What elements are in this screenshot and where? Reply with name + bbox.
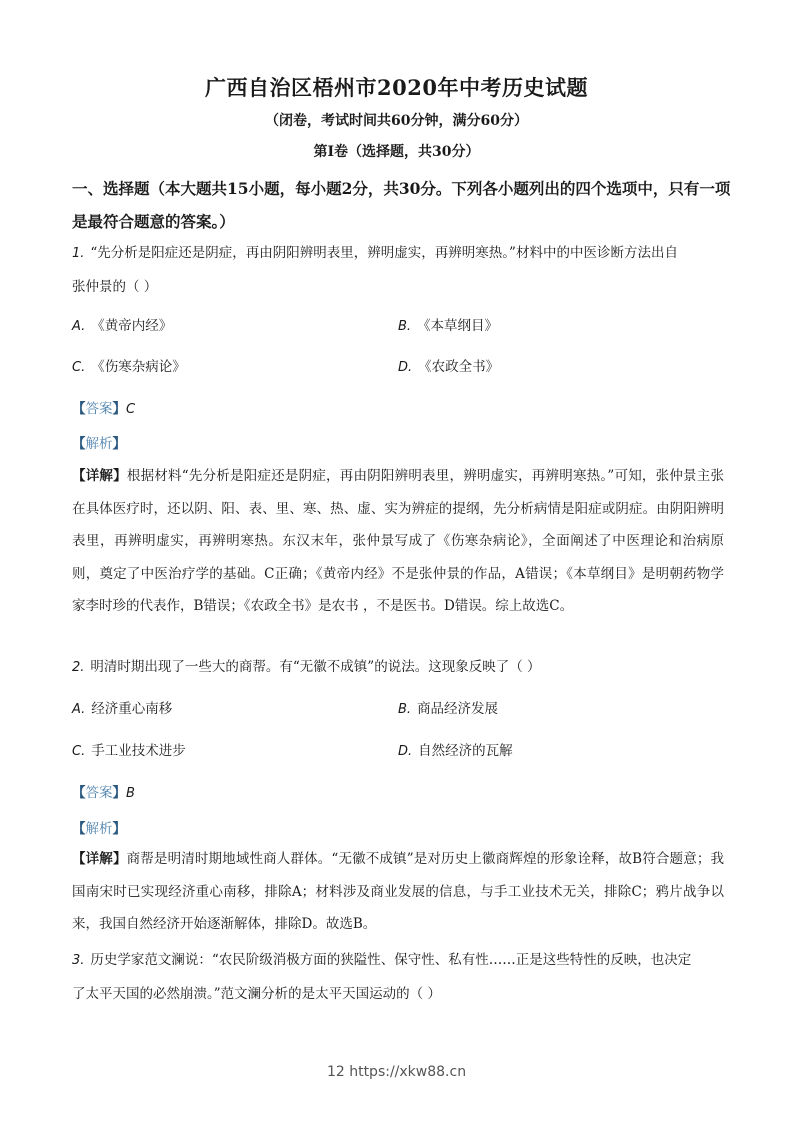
part-heading: 第Ⅰ卷（选择题，共30分） [313,144,480,160]
section-heading: 一、选择题（本大题共15小题，每小题2分，共30分。下列各小题列出的四个选项中，只有一项是最符合题意的答案。） [72,179,731,231]
option-text: 手工业技术进步 [91,743,186,759]
option-text: 经济重心南移 [91,701,173,717]
question-3-stem-cont: 了太平天国的必然崩溃。”范文澜分析的是太平天国运动的（ ） [72,986,441,1002]
question-1-answer: 【答案】C [72,401,136,417]
question-2-option-d [398,739,513,759]
question-2-option-b [398,697,498,717]
question-text: “先分析是阳症还是阴症，再由阴阳辨明表里，辨明虚实，再辨明寒热。”材料中的中医诊断方法出自 [90,245,678,261]
option-text: 《黄帝内经》 [91,318,173,334]
option-text: 《伤寒杂病论》 [91,359,186,375]
option-letter: B. [398,319,412,334]
question-1-option-a [72,314,172,334]
option-text: 《农政全书》 [418,359,500,375]
question-number: 1. [72,246,85,261]
option-text: 自然经济的瓦解 [418,743,513,759]
option-letter: C. [72,360,86,375]
answer-value: B [126,786,135,801]
question-2-detail: 【详解】商帮是明清时期地域性商人群体。“无徽不成镇”是对历史上徽商辉煌的形象诠释，故B符合题意；我国南宋时已实现经济重心南移，排除A；材料涉及商业发展的信息，与手工业技术无关，排除C；鸦片战争以来，我国自然经济开始逐渐解体，排除D。故选B。 [72,851,725,932]
option-text: 《本草纲目》 [417,318,499,334]
question-text: 明清时期出现了一些大的商帮。有“无徽不成镇”的说法。这现象反映了（ ） [90,659,541,675]
answer-value: C [126,402,136,417]
option-letter: D. [398,360,413,375]
analysis-label: 解析 [85,436,113,452]
answer-label: 答案 [85,785,113,801]
exam-info: （闭卷，考试时间共60分钟，满分60分） [265,113,528,129]
page-footer: 12 https://xkw88.cn [326,1064,467,1080]
detail-label: 详解 [85,468,114,484]
question-2-option-c [72,739,186,759]
question-1-option-b [398,314,498,334]
option-letter: A. [72,319,86,334]
option-letter: C. [72,744,86,759]
question-2-option-a [72,697,172,717]
question-2-analysis-label: 【解析】 [72,821,126,837]
answer-label: 答案 [85,401,113,417]
question-text: 历史学家范文澜说：“农民阶级消极方面的狭隘性、保守性、私有性……正是这些特性的反映，也决定 [90,952,692,968]
question-2-stem [72,655,541,675]
analysis-label: 解析 [85,821,113,837]
question-1-option-c [72,355,186,375]
question-number: 2. [72,660,85,675]
question-1-stem [72,241,678,261]
question-1-analysis-label: 【解析】 [72,436,126,452]
question-1-option-d [398,355,499,375]
question-1-detail: 【详解】根据材料“先分析是阳症还是阴症，再由阴阳辨明表里，辨明虚实，再辨明寒热。”可知，张仲景主张在具体医疗时，还以阴、阳、表、里、寒、热、虚、实为辨症的提纲，先分析病情是阳症或阴症。由阴阳辨明表里，再辨明虚实，再辨明寒热。东汉末年，张仲景写成了《伤寒杂病论》，全面阐述了中医理论和治病原则，奠定了中医治疗学的基础。C正确；《黄帝内经》不是张仲景的作品，A错误；《本草纲目》是明朝药物学家李时珍的代表作，B错误；《农政全书》是农书 ，不是医书。D错误。综上故选C。 [72,468,724,614]
detail-text: 根据材料“先分析是阳症还是阴症，再由阴阳辨明表里，辨明虚实，再辨明寒热。”可知，张仲景主张在具体医疗时，还以阴、阳、表、里、寒、热、虚、实为辨症的提纲，先分析病情是阳症或阴症。由阴阳辨明表里，再辨明虚实，再辨明寒热。东汉末年，张仲景写成了《伤寒杂病论》，全面阐述了中医理论和治病原则，奠定了中医治疗学的基础。C正确；《黄帝内经》不是张仲景的作品，A错误；《本草纲目》是明朝药物学家李时珍的代表作，B错误；《农政全书》是农书 ，不是医书。D错误。综上故选C。 [72,468,724,614]
question-number: 3. [72,953,85,968]
option-text: 商品经济发展 [417,701,499,717]
question-3-stem [72,948,691,968]
detail-label: 详解 [85,851,113,867]
option-letter: D. [398,744,413,759]
document-title: 广西自治区梧州市2020年中考历史试题 [205,75,588,100]
option-letter: B. [398,702,412,717]
option-letter: A. [72,702,86,717]
question-2-answer: 【答案】B [72,785,135,801]
question-1-stem-cont: 张仲景的（ ） [72,279,158,295]
detail-text: 商帮是明清时期地域性商人群体。“无徽不成镇”是对历史上徽商辉煌的形象诠释，故B符合题意；我国南宋时已实现经济重心南移，排除A；材料涉及商业发展的信息，与手工业技术无关，排除C；鸦片战争以来，我国自然经济开始逐渐解体，排除D。故选B。 [72,851,725,932]
